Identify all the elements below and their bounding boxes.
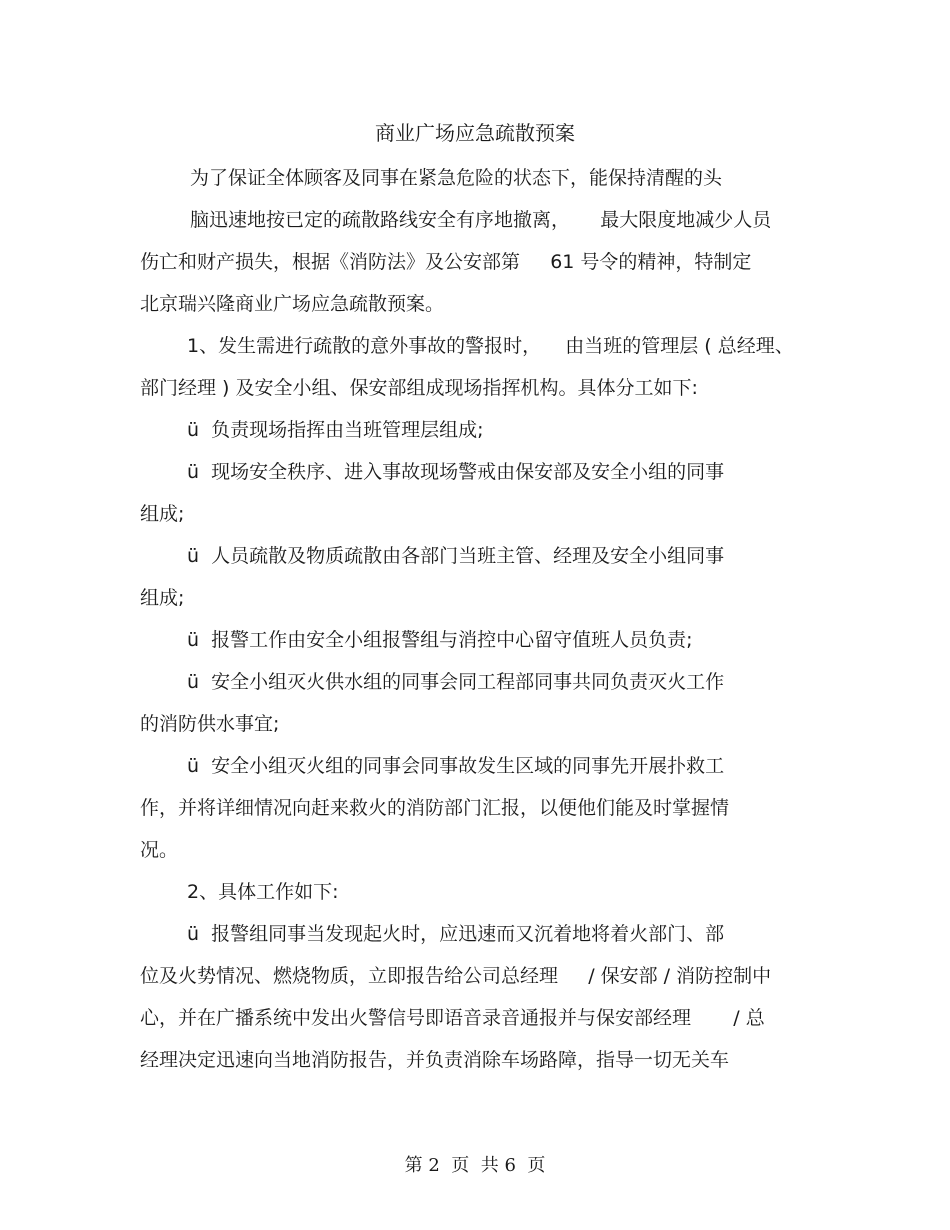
body-line-3: 伤亡和财产损失，根据《消防法》及公安部第 61 号令的精神，特制定 [140,251,752,273]
page-number-footer: 第 2 页 共 6 页 [404,1155,546,1176]
body-line-11: 组成; [140,587,185,609]
body-line-10: ü 人员疏散及物质疏散由各部门当班主管、经理及安全小组同事 [187,545,725,567]
body-line-1: 为了保证全体顾客及同事在紧急危险的状态下，能保持清醒的头 [190,167,723,189]
body-line-7: ü 负责现场指挥由当班管理层组成; [187,419,484,441]
document-title: 商业广场应急疏散预案 [375,121,575,145]
body-line-2: 脑迅速地按已定的疏散路线安全有序地撤离， 最大限度地减少人员 [190,209,772,231]
body-line-8: ü 现场安全秩序、进入事故现场警戒由保安部及安全小组的同事 [187,461,725,483]
body-line-16: 作，并将详细情况向赶来救火的消防部门汇报，以便他们能及时掌握情 [140,797,730,819]
body-line-6: 部门经理 ) 及安全小组、保安部组成现场指挥机构。具体分工如下: [140,377,698,399]
body-line-21: 心，并在广播系统中发出火警信号即语音录音通报并与保安部经理 / 总 [140,1007,765,1029]
body-line-13: ü 安全小组灭火供水组的同事会同工程部同事共同负责灭火工作 [187,671,725,693]
body-line-5: 1、发生需进行疏散的意外事故的警报时， 由当班的管理层 ( 总经理、 [187,335,794,357]
body-line-22: 经理决定迅速向当地消防报告，并负责消除车场路障，指导一切无关车 [140,1049,730,1071]
body-line-18: 2、具体工作如下: [187,881,339,903]
body-line-20: 位及火势情况、燃烧物质，立即报告给公司总经理 / 保安部 / 消防控制中 [140,965,772,987]
body-line-9: 组成; [140,503,185,525]
body-line-17: 况。 [140,839,179,861]
body-line-4: 北京瑞兴隆商业广场应急疏散预案。 [140,293,445,315]
body-line-19: ü 报警组同事当发现起火时，应迅速而又沉着地将着火部门、部 [187,923,725,945]
body-line-15: ü 安全小组灭火组的同事会同事故发生区域的同事先开展扑救工 [187,755,725,777]
body-line-14: 的消防供水事宜; [140,713,280,735]
body-line-12: ü 报警工作由安全小组报警组与消控中心留守值班人员负责; [187,629,693,651]
